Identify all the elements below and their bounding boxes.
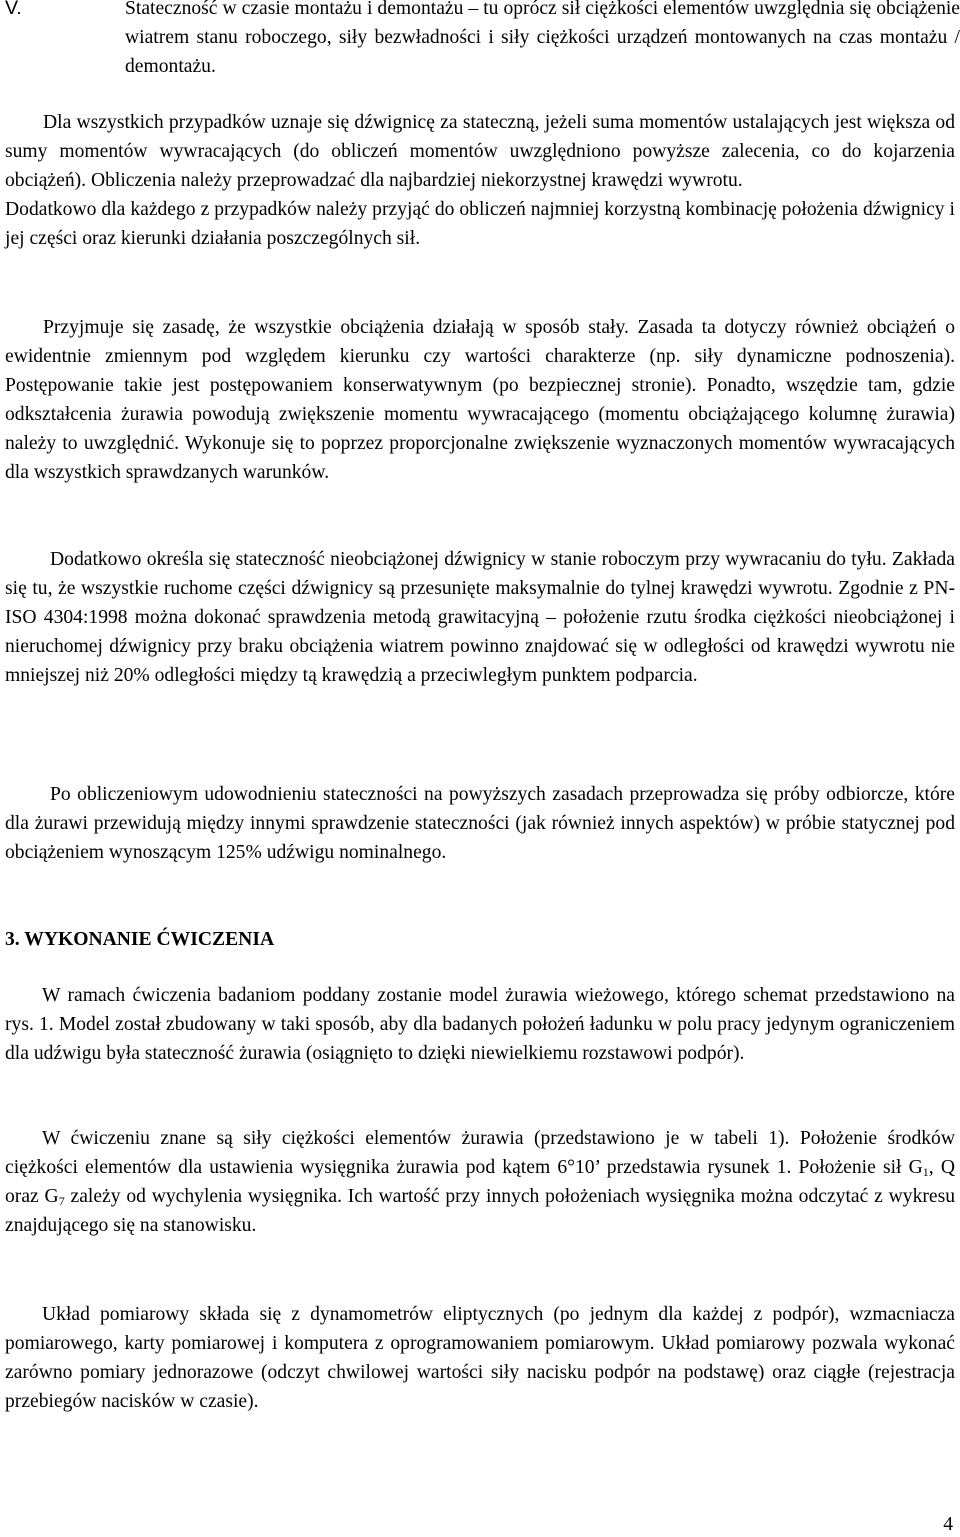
paragraph-unloaded-stability xyxy=(5,545,955,690)
paragraph-measurement-system xyxy=(5,1300,955,1416)
paragraph-text: Dla wszystkich przypadków uznaje się dźwignicę za stateczną, jeżeli suma momentów ustalających jest większa od sumy momentów wywracających (do obliczeń momentów uwzględniono powyższe zalecenia, co do kojarzenia obciążeń). Obliczenia należy przeprowadzać dla najbardziej niekorzystnej krawędzi wywrotu. xyxy=(5,112,955,191)
paragraph-text: Dodatkowo dla każdego z przypadków należy przyjąć do obliczeń najmniej korzystną kombinację położenia dźwignicy i jej części oraz kierunki działania poszczególnych sił. xyxy=(5,199,955,249)
paragraph-exercise-model xyxy=(5,981,955,1068)
paragraph-text: Po obliczeniowym udowodnieniu stateczności na powyższych zasadach przeprowadza się próby odbiorcze, które dla żurawi przewidują między innymi sprawdzenie stateczności (jak również innych aspektów) w próbie statycznej pod obciążeniem wynoszącym 125% udźwigu nominalnego. xyxy=(5,784,955,863)
paragraph-text: Dodatkowo określa się stateczność nieobciążonej dźwignicy w stanie roboczym przy wywracaniu do tyłu. Zakłada się tu, że wszystkie ruchome części dźwignicy są przesunięte maksymalnie do tylnej krawędzi wywrotu. Zgodnie z PN-ISO 4304:1998 można dokonać sprawdzenia metodą grawitacyjną – położenie rzutu środka ciężkości nieobciążonej i nieruchomej dźwignicy przy braku obciążenia wiatrem powinno znajdować się w odległości od krawędzi wywrotu nie mniejszej niż 20% odległości między tą krawędzią a przeciwległym punktem podparcia. xyxy=(5,549,955,686)
paragraph-text: W ramach ćwiczenia badaniom poddany zostanie model żurawia wieżowego, którego schemat przedstawiono na rys. 1. Model został zbudowany w taki sposób, aby dla badanych położeń ładunku w polu pracy jedynym ograniczeniem dla udźwigu była stateczność żurawia (osiągnięto to dzięki niewielkiemu rozstawowi podpór). xyxy=(5,985,955,1064)
paragraph-gravity-forces xyxy=(5,1124,955,1240)
section-heading: 3. WYKONANIE ĆWICZENIA xyxy=(5,929,275,950)
paragraph-text: Przyjmuje się zasadę, że wszystkie obciążenia działają w sposób stały. Zasada ta dotyczy również obciążeń o ewidentnie zmiennym pod względem kierunku czy wartości charakterze (np. siły dynamiczne podnoszenia). Postępowanie takie jest postępowaniem konserwatywnym (po bezpiecznej stronie). Ponadto, wszędzie tam, gdzie odkształcenia żurawia powodują zwiększenie momentu wywracającego (momentu obciążającego kolumnę żurawia) należy to uwzględnić. Wykonuje się to poprzez proporcjonalne zwiększenie wyznaczonych momentów wywracających dla wszystkich sprawdzanych warunków. xyxy=(5,317,955,483)
list-item-text: Stateczność w czasie montażu i demontażu – tu oprócz sił ciężkości elementów uwzględnia się obciążenie wiatrem stanu roboczego, siły bezwładności i siły ciężkości urządzeń montowanych na czas montażu / demontażu. xyxy=(125,0,960,77)
page-number: 4 xyxy=(943,1514,953,1535)
list-item-number: V. xyxy=(5,0,22,19)
paragraph-constant-loads xyxy=(5,313,955,487)
paragraph-text: Układ pomiarowy składa się z dynamometrów eliptycznych (po jednym dla każdej z podpór), wzmacniacza pomiarowego, karty pomiarowej i komputera z oprogramowaniem pomiarowym. Układ pomiarowy pozwala wykonać zarówno pomiary jednorazowe (odczyt chwilowej wartości siły nacisku podpór na podstawę) oraz ciągłe (rejestracja przebiegów nacisków w czasie). xyxy=(5,1304,955,1412)
paragraph-text: W ćwiczeniu znane są siły ciężkości elementów żurawia (przedstawiono je w tabeli 1). Położenie środków ciężkości elementów dla ustawienia wysięgnika żurawia pod kątem 6°10’ przedstawia rysunek 1. Położenie sił $G_1$, Q oraz $G_7$ zależy od wychylenia wysięgnika. Ich wartość przy innych położeniach wysięgnika można odczytać z wykresu znajdującego się na stanowisku. xyxy=(5,1128,956,1236)
paragraph-stability-criteria xyxy=(5,108,955,253)
paragraph-acceptance-tests xyxy=(5,780,955,867)
